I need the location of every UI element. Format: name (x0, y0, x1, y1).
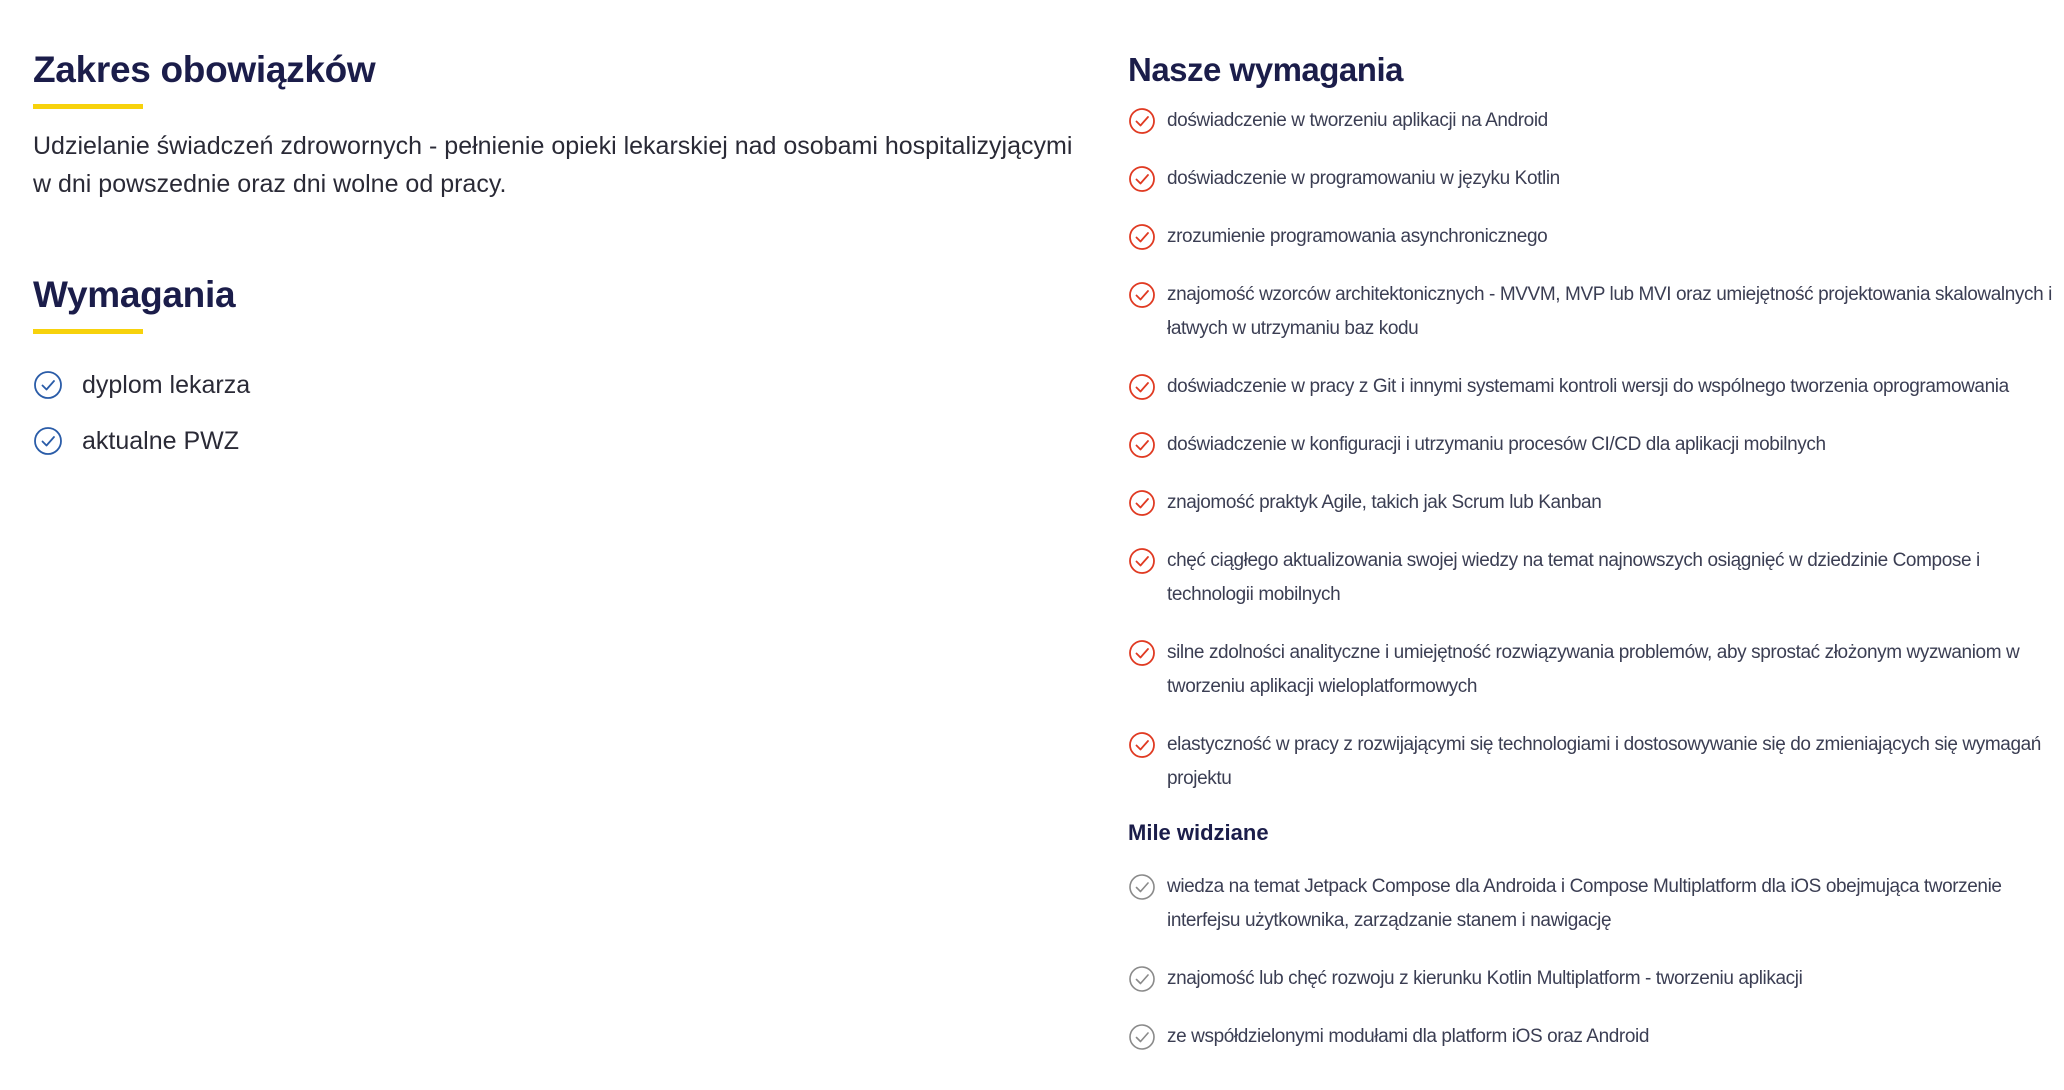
right-column (1128, 44, 2064, 1078)
check-circle-gray-icon (1128, 873, 1156, 901)
requirement-item (33, 357, 1093, 413)
nice-to-have-label: znajomość lub chęć rozwoju z kierunku Kotlin Multiplatform - tworzeniu aplikacji (1167, 968, 1803, 989)
requirements-heading-underline (33, 329, 143, 334)
check-circle-red-icon (1128, 165, 1156, 193)
our-requirement-item (1128, 162, 2064, 220)
check-circle-icon (33, 370, 63, 400)
check-circle-red-icon (1128, 547, 1156, 575)
duties-heading-underline (33, 104, 143, 109)
check-circle-red-icon (1128, 223, 1156, 251)
our-requirement-item (1128, 370, 2064, 428)
left-column (33, 44, 1093, 469)
our-requirement-item (1128, 636, 2064, 728)
our-requirement-label: chęć ciągłego aktualizowania swojej wiedzy na temat najnowszych osiągnięć w dziedzinie Compose i technologii mobilnych (1167, 550, 1980, 605)
requirements-heading: Wymagania (33, 274, 236, 315)
our-requirement-label: zrozumienie programowania asynchronicznego (1167, 226, 1548, 247)
our-requirements-heading: Nasze wymagania (1128, 51, 1403, 88)
nice-to-have-item (1128, 1020, 2064, 1078)
nice-to-have-item (1128, 870, 2064, 962)
our-requirement-label: doświadczenie w pracy z Git i innymi systemami kontroli wersji do wspólnego tworzenia oprogramowania (1167, 376, 2009, 397)
duties-heading: Zakres obowiązków (33, 49, 376, 90)
duties-text: Udzielanie świadczeń zdrowornych - pełnienie opieki lekarskiej nad osobami hospitalizyjącymi w dni powszednie oraz dni wolne od pracy. (33, 132, 1073, 198)
our-requirement-item (1128, 728, 2064, 820)
our-requirement-label: doświadczenie w tworzeniu aplikacji na Android (1167, 110, 1548, 131)
check-circle-red-icon (1128, 639, 1156, 667)
our-requirement-label: doświadczenie w konfiguracji i utrzymaniu procesów CI/CD dla aplikacji mobilnych (1167, 434, 1826, 455)
our-requirement-label: silne zdolności analityczne i umiejętność rozwiązywania problemów, aby sprostać złożonym wyzwaniom w tworzeniu aplikacji wieloplatformowych (1167, 642, 2020, 697)
nice-to-have-item (1128, 962, 2064, 1020)
requirements-list (33, 357, 1093, 469)
check-circle-red-icon (1128, 107, 1156, 135)
our-requirements-list (1128, 104, 2064, 820)
check-circle-red-icon (1128, 489, 1156, 517)
our-requirement-label: znajomość praktyk Agile, takich jak Scrum lub Kanban (1167, 492, 1602, 513)
our-requirement-item (1128, 428, 2064, 486)
requirement-label: aktualne PWZ (82, 427, 240, 455)
requirement-item (33, 413, 1093, 469)
check-circle-red-icon (1128, 431, 1156, 459)
our-requirement-item (1128, 278, 2064, 370)
requirement-label: dyplom lekarza (82, 371, 251, 399)
check-circle-red-icon (1128, 731, 1156, 759)
our-requirement-item (1128, 486, 2064, 544)
check-circle-red-icon (1128, 281, 1156, 309)
our-requirement-label: elastyczność w pracy z rozwijającymi się technologiami i dostosowywanie się do zmieniających się wymagań projektu (1167, 734, 2041, 789)
check-circle-red-icon (1128, 373, 1156, 401)
nice-to-have-heading: Mile widziane (1128, 820, 1269, 845)
check-circle-gray-icon (1128, 1023, 1156, 1051)
our-requirement-label: doświadczenie w programowaniu w języku Kotlin (1167, 168, 1560, 189)
check-circle-gray-icon (1128, 965, 1156, 993)
nice-to-have-label: wiedza na temat Jetpack Compose dla Androida i Compose Multiplatform dla iOS obejmująca tworzenie interfejsu użytkownika, zarządzanie stanem i nawigację (1167, 876, 2002, 931)
our-requirement-item (1128, 544, 2064, 636)
check-circle-icon (33, 426, 63, 456)
nice-to-have-list (1128, 870, 2064, 1078)
nice-to-have-label: ze współdzielonymi modułami dla platform iOS oraz Android (1167, 1026, 1649, 1047)
our-requirement-item (1128, 220, 2064, 278)
our-requirement-item (1128, 104, 2064, 162)
our-requirement-label: znajomość wzorców architektonicznych - MVVM, MVP lub MVI oraz umiejętność projektowania skalowalnych i łatwych w utrzymaniu baz kodu (1167, 284, 2052, 339)
